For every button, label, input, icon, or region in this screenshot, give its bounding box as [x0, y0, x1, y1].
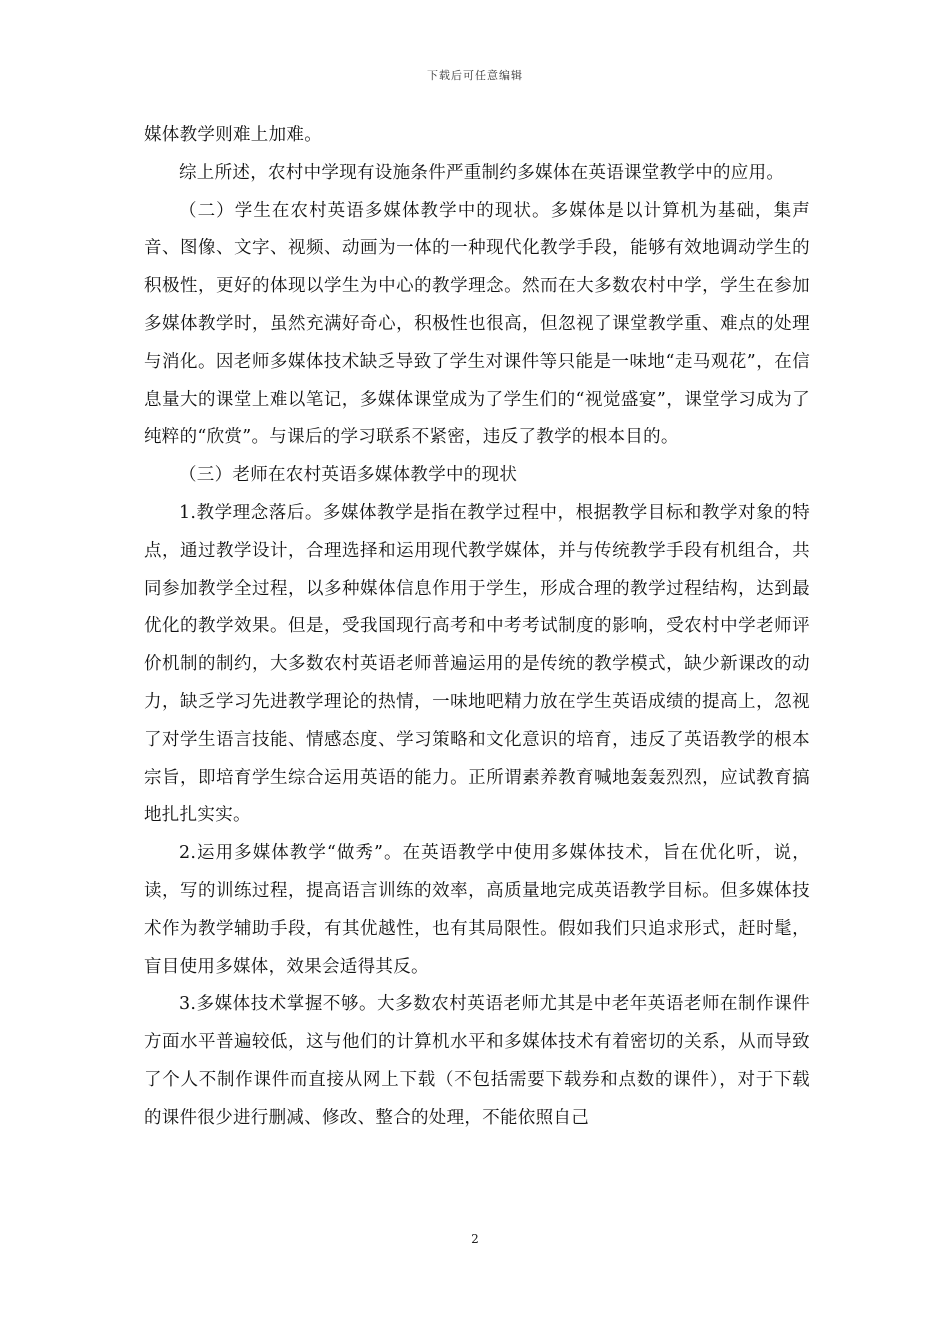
page-header: 下载后可任意编辑	[427, 69, 523, 82]
page-number: 2	[471, 1232, 479, 1246]
section-heading-3: （三）老师在农村英语多媒体教学中的现状	[179, 465, 518, 486]
paragraph-7: 3.多媒体技术掌握不够。大多数农村英语老师尤其是中老年英语老师在制作课件方面水平普遍较低，这与他们的计算机水平和多媒体技术有着密切的关系，从而导致了个人不制作课件而直接从网上下载（不包括需要下载券和点数的课件），对于下载的课件很少进行删减、修改、整合的处理，不能依照自己	[144, 994, 810, 1128]
paragraph-3: （二）学生在农村英语多媒体教学中的现状。多媒体是以计算机为基础，集声音、图像、文字、视频、动画为一体的一种现代化教学手段，能够有效地调动学生的积极性，更好的体现以学生为中心的教学理念。然而在大多数农村中学，学生在参加多媒体教学时，虽然充满好奇心，积极性也很高，但忽视了课堂教学重、难点的处理与消化。因老师多媒体技术缺乏导致了学生对课件等只能是一味地“走马观花”，在信息量大的课堂上难以笔记，多媒体课堂成为了学生们的“视觉盛宴”，课堂学习成为了纯粹的“欣赏”。与课后的学习联系不紧密，违反了教学的根本目的。	[144, 200, 810, 448]
document-body	[144, 117, 810, 1138]
paragraph-2: 综上所述，农村中学现有设施条件严重制约多媒体在英语课堂教学中的应用。	[179, 162, 785, 183]
paragraph-6: 2.运用多媒体教学“做秀”。在英语教学中使用多媒体技术，旨在优化听，说，读，写的训练过程，提高语言训练的效率，高质量地完成英语教学目标。但多媒体技术作为教学辅助手段，有其优越性，也有其局限性。假如我们只追求形式，赶时髦，盲目使用多媒体，效果会适得其反。	[144, 843, 810, 977]
paragraph-1: 媒体教学则难上加难。	[144, 125, 322, 145]
paragraph-5: 1.教学理念落后。多媒体教学是指在教学过程中，根据教学目标和教学对象的特点，通过教学设计，合理选择和运用现代教学媒体，并与传统教学手段有机组合，共同参加教学全过程，以多种媒体信息作用于学生，形成合理的教学过程结构，达到最优化的教学效果。但是，受我国现行高考和中考考试制度的影响，受农村中学老师评价机制的制约，大多数农村英语老师普遍运用的是传统的教学模式，缺少新课改的动力，缺乏学习先进教学理论的热情，一味地吧精力放在学生英语成绩的提高上，忽视了对学生语言技能、情感态度、学习策略和文化意识的培育，违反了英语教学的根本宗旨，即培育学生综合运用英语的能力。正所谓素养教育喊地轰轰烈烈，应试教育搞地扎扎实实。	[144, 502, 810, 826]
